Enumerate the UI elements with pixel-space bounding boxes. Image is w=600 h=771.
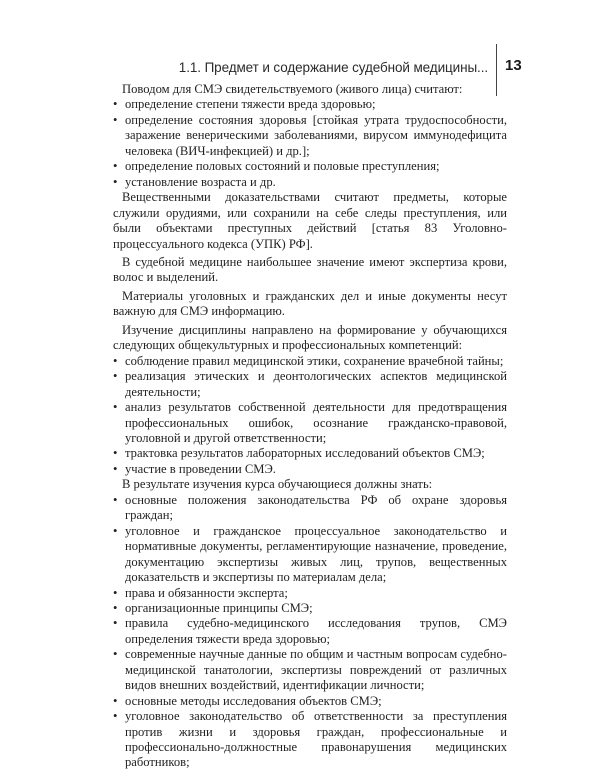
list-item: • уголовное и гражданское процессуальное законодательство и нормативные документы, регламентирующие назначение, проведение, документацию экспертизы живых лиц, трупов, вещественных доказательств и экспертизы по материалам дела; <box>113 524 507 586</box>
section3-intro: В результате изучения курса обучающиеся должны знать: <box>122 477 433 492</box>
evidence-paragraph: Вещественными доказательствами считают предметы, которые служили орудиями, или сохранили на себе следы преступления, или были объектами преступных действий [статья 83 Уголовно-процессуального кодекса (УПК) РФ]. <box>113 190 507 251</box>
list-item: • правила судебно-медицинского исследования трупов, СМЭ определения тяжести вреда здоровью; <box>113 616 507 647</box>
list-item: • основные методы исследования объектов СМЭ; <box>113 694 507 709</box>
list-item: • уголовное законодательство об ответственности за преступления против жизни и здоровья граждан, профессиональные и профессионально-должностные правонарушения медицинских работников; <box>113 709 507 771</box>
list-item: • основные положения законодательства РФ об охране здоровья граждан; <box>113 493 507 524</box>
materials-paragraph: Материалы уголовных и гражданских дел и иные документы несут важную для СМЭ информацию. <box>113 288 507 319</box>
section1-list <box>113 97 507 190</box>
list-item: • права и обязанности эксперта; <box>113 586 507 601</box>
list-item: • определение состояния здоровья [стойкая утрата трудоспособности, заражение венерическими заболеваниями, вирусом иммунодефицита человека (ВИЧ-инфекцией) и др.]; <box>113 113 507 159</box>
section2-list <box>113 354 507 478</box>
list-item: • определение степени тяжести вреда здоровью; <box>113 97 507 112</box>
page-number: 13 <box>505 57 522 74</box>
list-item: • реализация этических и деонтологических аспектов медицинской деятельности; <box>113 369 507 400</box>
list-item: • соблюдение правил медицинской этики, сохранение врачебной тайны; <box>113 354 507 369</box>
list-item: • организационные принципы СМЭ; <box>113 601 507 616</box>
list-item: • анализ результатов собственной деятельности для предотвращения профессиональных ошибок, осознание гражданско-правовой, уголовной и другой ответственности; <box>113 400 507 446</box>
list-item: • установление возраста и др. <box>113 175 507 190</box>
list-item: • современные научные данные по общим и частным вопросам судебно-медицинской танатологии, экспертизы повреждений от различных видов внешних воздействий, идентификации личности; <box>113 647 507 693</box>
list-item: • участие в проведении СМЭ. <box>113 462 507 477</box>
section1-intro: Поводом для СМЭ свидетельствуемого (живого лица) считают: <box>122 82 463 96</box>
page-body <box>113 82 507 771</box>
list-item: • трактовка результатов лабораторных исследований объектов СМЭ; <box>113 446 507 461</box>
list-item: • определение половых состояний и половые преступления; <box>113 159 507 174</box>
expertise-paragraph: В судебной медицине наибольшее значение имеют экспертиза крови, волос и выделений. <box>113 254 507 285</box>
running-title: 1.1. Предмет и содержание судебной медицины... <box>178 60 488 75</box>
section3-list <box>113 493 507 771</box>
section2-intro: Изучение дисциплины направлено на формирование у обучающихся следующих общекультурных и профессиональных компетенций: <box>113 322 507 353</box>
